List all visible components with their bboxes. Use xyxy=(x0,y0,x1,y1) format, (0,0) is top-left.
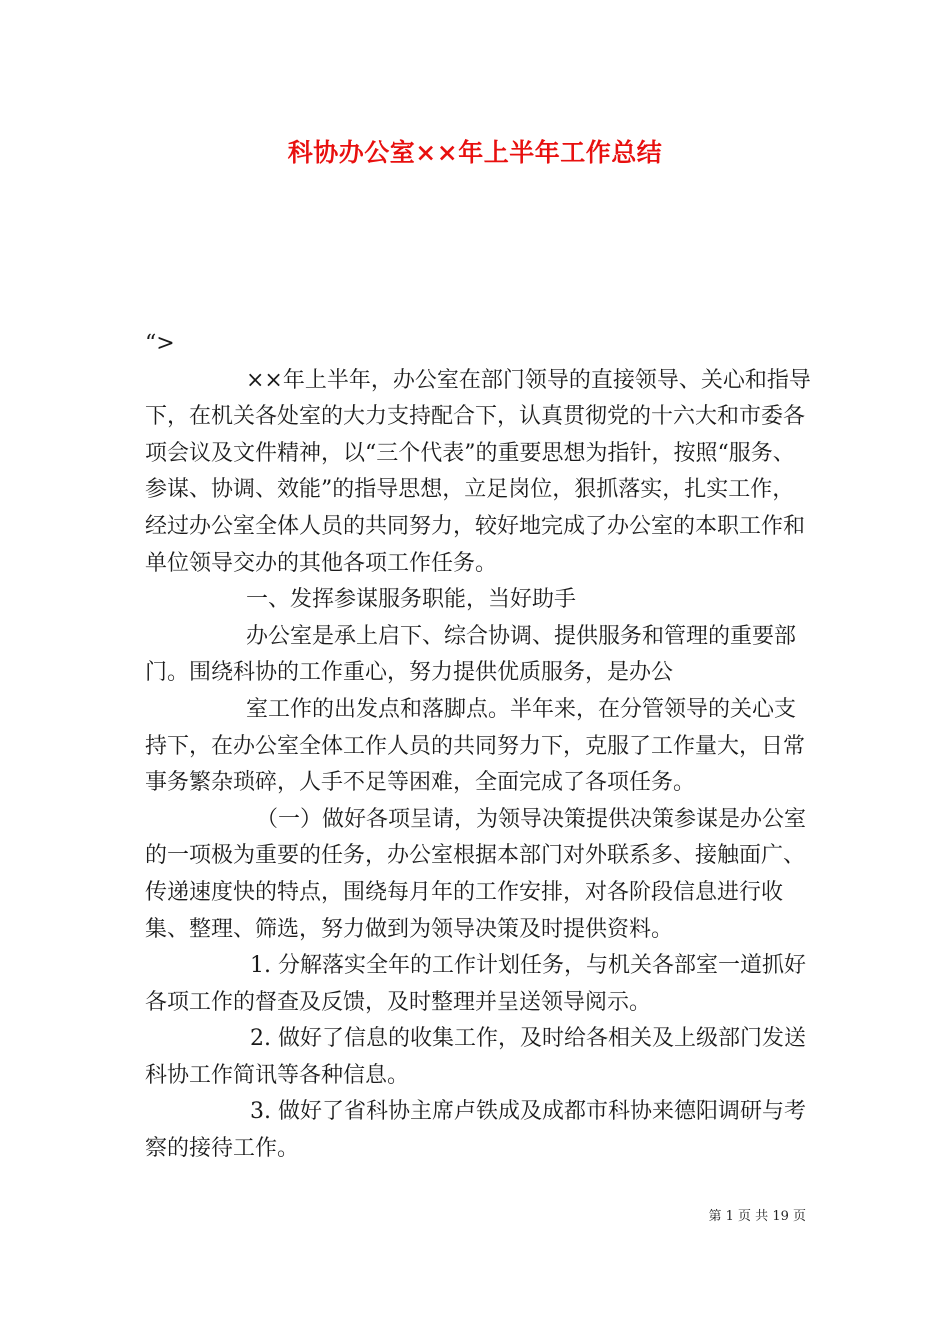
list-item: 1. 分解落实全年的工作计划任务，与机关各部室一道抓好各项工作的督查及反馈，及时整理并呈送领导阅示。 xyxy=(145,953,806,1015)
paragraph-intro: ××年上半年，办公室在部门领导的直接领导、关心和指导下，在机关各处室的大力支持配合下，认真贯彻党的十六大和市委各项会议及文件精神，以“三个代表”的重要思想为指针，按照“服务、参谋、协调、效能”的指导思想，立足岗位，狠抓落实，扎实工作，经过办公室全体人员的共同努力，较好地完成了办公室的本职工作和单位领导交办的其他各项工作任务。 xyxy=(145,367,811,576)
document-body xyxy=(145,326,813,1168)
page-number: 第 1 页 共 19 页 xyxy=(708,1209,806,1224)
list-item: 2. 做好了信息的收集工作，及时给各相关及上级部门发送科协工作简讯等各种信息。 xyxy=(145,1026,806,1088)
subsection-paragraph: （一）做好各项呈请，为领导决策提供决策参谋是办公室的一项极为重要的任务，办公室根据本部门对外联系多、接触面广、传递速度快的特点，围绕每月年的工作安排，对各阶段信息进行收集、整理、筛选，努力做到为领导决策及时提供资料。 xyxy=(145,806,807,942)
quote-marker: “> xyxy=(145,331,175,356)
paragraph: 办公室是承上启下、综合协调、提供服务和管理的重要部门。围绕科协的工作重心，努力提供优质服务，是办公 xyxy=(145,623,797,686)
paragraph: 室工作的出发点和落脚点。半年来，在分管领导的关心支持下，在办公室全体工作人员的共同努力下，克服了工作量大，日常事务繁杂琐碎，人手不足等困难，全面完成了各项任务。 xyxy=(145,696,806,796)
list-item: 3. 做好了省科协主席卢铁成及成都市科协来德阳调研与考察的接待工作。 xyxy=(145,1099,806,1162)
document-title: 科协办公室××年上半年工作总结 xyxy=(287,138,663,167)
section-heading: 一、发挥参谋服务职能，当好助手 xyxy=(246,587,577,613)
